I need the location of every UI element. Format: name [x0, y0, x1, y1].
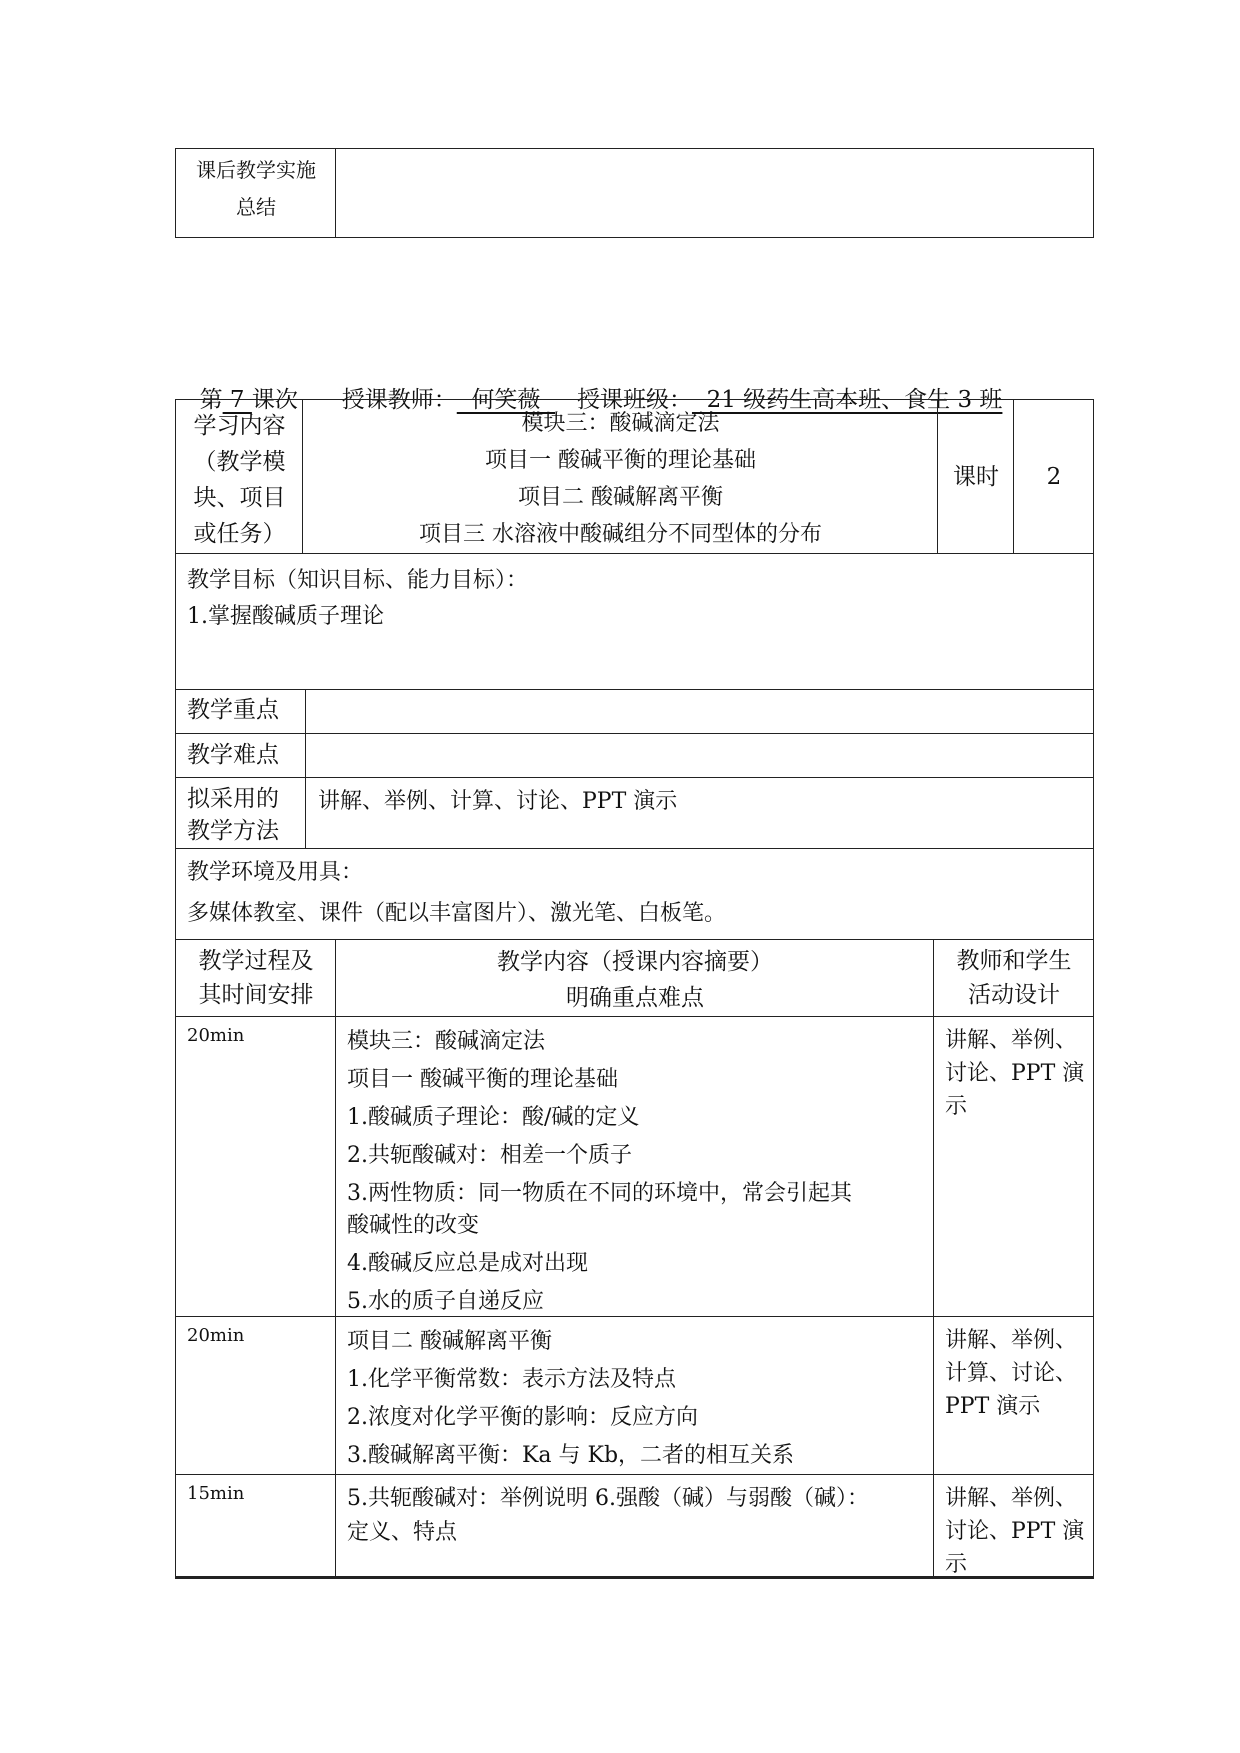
process-content: 项目二 酸碱解离平衡 1.化学平衡常数：表示方法及特点 2.浓度对化学平衡的影响：反应方向 3.酸碱解离平衡：Ka 与 Kb，二者的相互关系 — [347, 1329, 795, 1468]
process-activity: 讲解、举例、 讨论、PPT 演 示 — [945, 1486, 1085, 1577]
environment-title: 教学环境及用具： — [187, 860, 364, 885]
content-item: 项目一 酸碱平衡的理论基础 — [485, 448, 756, 473]
process-time: 15min — [187, 1483, 245, 1504]
teacher-name: 何笑薇 — [456, 387, 556, 413]
process-activity: 讲解、举例、 计算、讨论、 PPT 演示 — [945, 1328, 1078, 1419]
hours-label: 课时 — [953, 464, 999, 490]
class-name: 21 级药生高本班、食生 3 班 — [691, 387, 1003, 413]
process-content: 5.共轭酸碱对：举例说明 6.强酸（碱）与弱酸（碱）： 定义、特点 — [347, 1486, 869, 1545]
objectives-title: 教学目标（知识目标、能力目标）： — [187, 568, 529, 593]
environment-value: 多媒体教室、课件（配以丰富图片）、激光笔、白板笔。 — [187, 901, 727, 926]
key-points-label: 教学重点 — [187, 697, 279, 723]
process-time: 20min — [187, 1025, 245, 1046]
content-item: 项目二 酸碱解离平衡 — [518, 485, 723, 510]
lesson-header: 第 7 课次 授课教师： 何笑薇 授课班级： 21 级药生高本班、食生 3 班 — [199, 387, 1003, 413]
content-item: 模块三：酸碱滴定法 — [521, 411, 720, 436]
methods-value: 讲解、举例、计算、讨论、PPT 演示 — [318, 789, 678, 814]
content-items — [304, 405, 937, 553]
difficulties-label: 教学难点 — [187, 742, 279, 768]
objective-item: 1.掌握酸碱质子理论 — [187, 604, 384, 629]
process-header-content: 教学内容（授课内容摘要） 明确重点难点 — [497, 949, 773, 1011]
process-activity: 讲解、举例、 讨论、PPT 演 示 — [945, 1028, 1085, 1119]
content-item: 项目三 水溶液中酸碱组分不同型体的分布 — [419, 522, 822, 547]
process-time: 20min — [187, 1325, 245, 1346]
lesson-number: 7 — [222, 387, 252, 413]
hours-value: 2 — [1046, 464, 1062, 490]
methods-label: 拟采用的 教学方法 — [187, 786, 279, 844]
content-label: 学习内容 （教学模 块、项目 或任务） — [193, 413, 286, 547]
summary-label: 课后教学实施 总结 — [196, 158, 316, 219]
process-header-time: 教学过程及 其时间安排 — [198, 948, 314, 1008]
process-header-activity: 教师和学生 活动设计 — [956, 948, 1072, 1008]
process-content: 模块三：酸碱滴定法 项目一 酸碱平衡的理论基础 1.酸碱质子理论：酸/碱的定义 2.共轭酸碱对：相差一个质子 3.两性物质：同一物质在不同的环境中，常会引起其 酸碱性的改变 4.酸碱反应总是成对出现 5.水的质子自递反应 — [347, 1029, 852, 1314]
